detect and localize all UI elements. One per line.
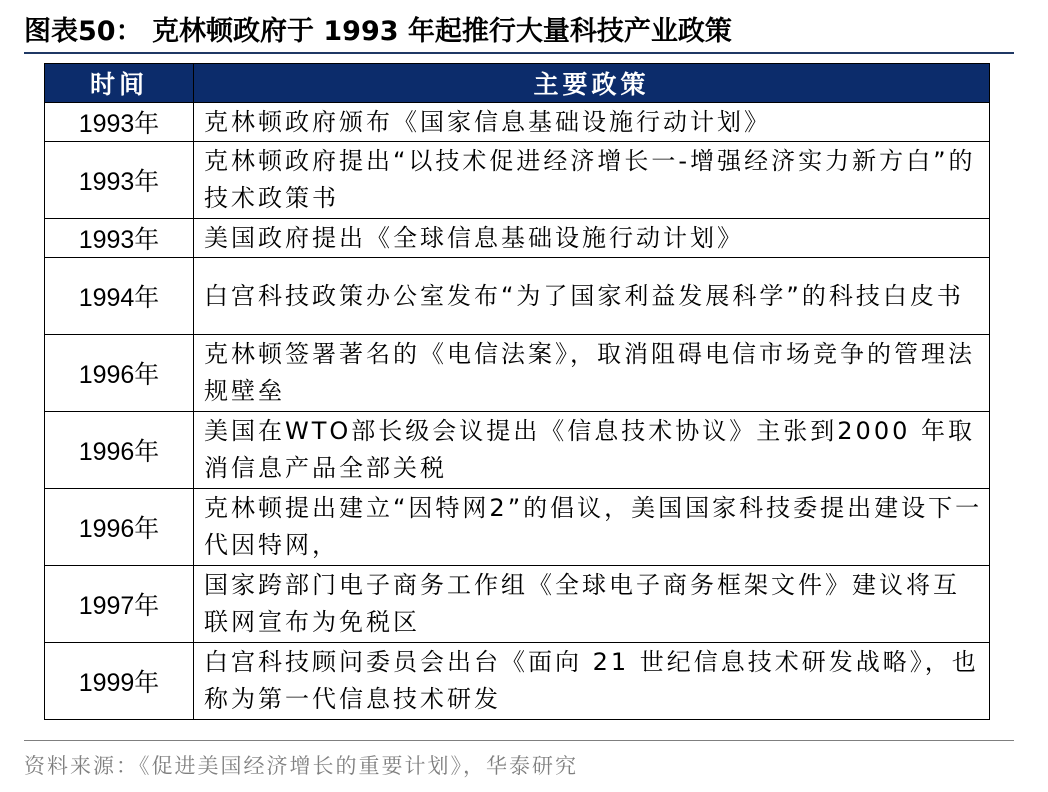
source-note: 资料来源：《促进美国经济增长的重要计划》，华泰研究 <box>24 754 578 778</box>
row-policy: 克林顿提出建立“因特网2”的倡议，美国国家科技委提出建设下一代因特网， <box>194 489 990 566</box>
title-divider <box>24 52 1014 54</box>
table-row <box>45 566 990 643</box>
table-row <box>45 335 990 412</box>
table-row <box>45 219 990 258</box>
row-year: 1999年 <box>45 643 194 720</box>
header-policy: 主要政策 <box>194 64 990 103</box>
table-row <box>45 103 990 142</box>
row-year: 1993年 <box>45 219 194 258</box>
table-row <box>45 643 990 720</box>
row-year: 1994年 <box>45 258 194 335</box>
footer-divider <box>24 740 1014 741</box>
row-policy: 克林顿政府提出“以技术促进经济增长一-增强经济实力新方白”的技术政策书 <box>194 142 990 219</box>
row-policy: 白宫科技政策办公室发布“为了国家利益发展科学”的科技白皮书 <box>194 258 990 335</box>
row-policy: 克林顿政府颁布《国家信息基础设施行动计划》 <box>194 103 990 142</box>
row-policy: 美国政府提出《全球信息基础设施行动计划》 <box>194 219 990 258</box>
row-year: 1993年 <box>45 142 194 219</box>
row-year: 1996年 <box>45 489 194 566</box>
table-row <box>45 412 990 489</box>
row-year: 1996年 <box>45 412 194 489</box>
table-row <box>45 489 990 566</box>
row-policy: 克林顿签署著名的《电信法案》，取消阻碍电信市场竞争的管理法规壁垒 <box>194 335 990 412</box>
policy-table <box>44 63 990 720</box>
row-policy: 白宫科技顾问委员会出台《面向 21 世纪信息技术研发战略》，也称为第一代信息技术研发 <box>194 643 990 720</box>
row-year: 1997年 <box>45 566 194 643</box>
row-policy: 美国在WTO部长级会议提出《信息技术协议》主张到2000 年取消信息产品全部关税 <box>194 412 990 489</box>
table-row <box>45 142 990 219</box>
row-year: 1993年 <box>45 103 194 142</box>
row-policy: 国家跨部门电子商务工作组《全球电子商务框架文件》建议将互联网宣布为免税区 <box>194 566 990 643</box>
table-header-row <box>45 64 990 103</box>
figure-title: 图表50： 克林顿政府于 1993 年起推行大量科技产业政策 <box>24 16 732 47</box>
table-row <box>45 258 990 335</box>
row-year: 1996年 <box>45 335 194 412</box>
header-year: 时间 <box>45 64 194 103</box>
